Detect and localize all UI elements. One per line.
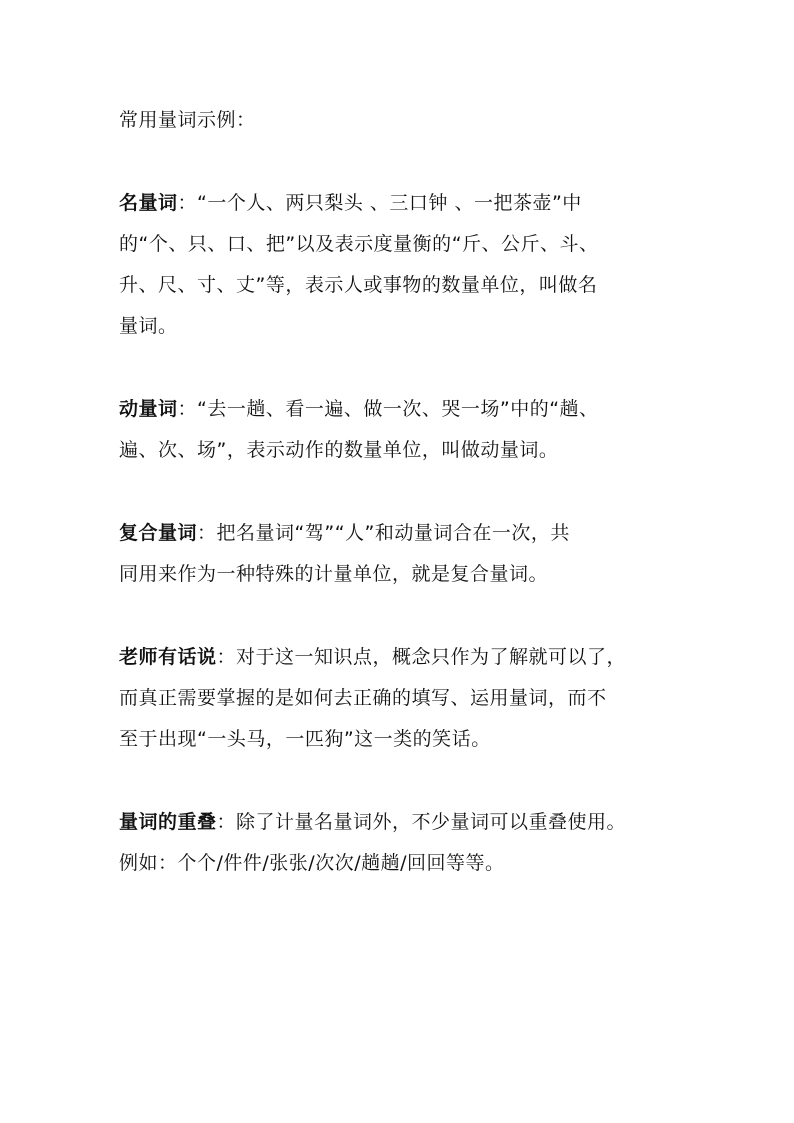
section-term: 复合量词: [119, 522, 198, 544]
section-text: ：对于这一知识点，概念只作为了解就可以了，: [216, 646, 627, 668]
section-text: ：“一个人、两只梨头 、三口钟 、一把茶壶”中: [177, 192, 582, 214]
section-teacher-says: [119, 637, 679, 760]
section-text: ：把名量词“驾”“人”和动量词合在一次，共: [197, 522, 570, 544]
section-line: 例如：个个/件件/张张/次次/趟趟/回回等等。: [119, 852, 505, 874]
section-line: [119, 389, 679, 430]
section-text: ：除了计量名量词外，不少量词可以重叠使用。: [216, 811, 627, 833]
section-line: 量词。: [119, 315, 178, 337]
section-compound-measure-words: [119, 513, 679, 595]
section-line: [119, 183, 679, 224]
section-term: 量词的重叠: [119, 811, 217, 833]
section-text: ：“去一趟、看一遍、做一次、哭一场”中的“趟、: [177, 398, 599, 420]
section-term: 动量词: [119, 398, 178, 420]
section-line: [119, 637, 679, 678]
section-line: 遍、次、场”，表示动作的数量单位，叫做动量词。: [119, 439, 559, 461]
section-name-measure-words: [119, 183, 679, 347]
section-line: 的“个、只、口、把”以及表示度量衡的“斤、公斤、斗、: [119, 233, 599, 255]
document-page: [119, 100, 679, 926]
section-reduplication: [119, 802, 679, 884]
section-verb-measure-words: [119, 389, 679, 471]
section-line: [119, 513, 679, 554]
section-line: [119, 802, 679, 843]
section-line: 同用来作为一种特殊的计量单位，就是复合量词。: [119, 563, 549, 585]
section-term: 名量词: [119, 192, 178, 214]
section-line: 而真正需要掌握的是如何去正确的填写、运用量词，而不: [119, 687, 607, 709]
page-title: 常用量词示例：: [119, 109, 256, 131]
section-line: 升、尺、寸、丈”等，表示人或事物的数量单位，叫做名: [119, 274, 598, 296]
section-term: 老师有话说: [119, 646, 217, 668]
section-line: 至于出现“一头马，一匹狗”这一类的笑话。: [119, 728, 491, 750]
